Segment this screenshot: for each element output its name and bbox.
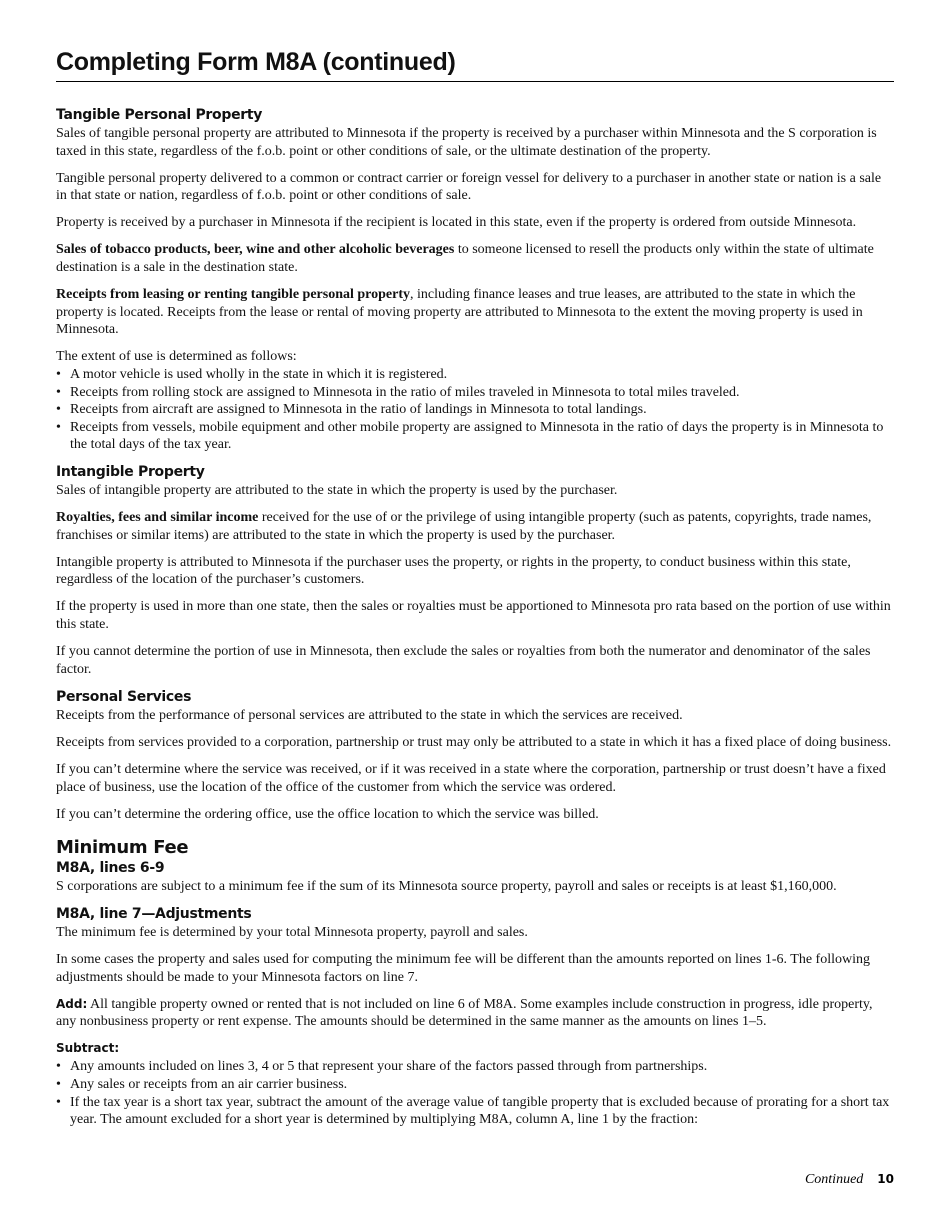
- bold-term: Receipts from leasing or renting tangible personal property: [56, 287, 410, 303]
- paragraph: S corporations are subject to a minimum fee if the sum of its Minnesota source property, payroll and sales or receipts is at least $1,160,000.: [56, 878, 837, 894]
- paragraph: The minimum fee is determined by your total Minnesota property, payroll and sales.: [56, 924, 528, 940]
- paragraph: In some cases the property and sales used for computing the minimum fee will be different than the amounts reported on lines 1-6. The following adjustments should be made to your Minnesota factors on line 7.: [56, 952, 871, 985]
- page-footer: [805, 1170, 894, 1188]
- list-item: • Receipts from rolling stock are assigned to Minnesota in the ratio of miles traveled in Minnesota to total miles traveled.: [56, 384, 894, 402]
- heading-tangible-property: Tangible Personal Property: [56, 107, 263, 123]
- heading-minimum-fee: Minimum Fee: [56, 836, 189, 858]
- paragraph: [56, 996, 894, 1031]
- page-number: 10: [877, 1172, 894, 1186]
- list-item: • If the tax year is a short tax year, subtract the amount of the average value of tangible property that is excluded because of prorating for a short tax year. The amount excluded for a short year is determined by multiplying M8A, column A, line 1 by the fraction:: [56, 1094, 894, 1129]
- list-item: • Any sales or receipts from an air carrier business.: [56, 1076, 894, 1094]
- paragraph: [56, 509, 894, 544]
- document-page: [56, 48, 894, 1138]
- subtract-label: Subtract:: [56, 1041, 120, 1056]
- paragraph: [56, 286, 894, 339]
- paragraph: Intangible property is attributed to Minnesota if the purchaser uses the property, or rights in the property, to conduct business within this state, regardless of the location of the purchaser’s customers.: [56, 554, 851, 588]
- paragraph: Sales of tangible personal property are attributed to Minnesota if the property is received by a purchaser within Minnesota and the S corporation is taxed in this state, regardless of the f.o.b. point or other conditions of sale, or the ultimate destination of the property.: [56, 126, 877, 159]
- heading-intangible-property: Intangible Property: [56, 464, 205, 480]
- paragraph: The extent of use is determined as follows:: [56, 349, 297, 365]
- subheading-line-7-adjustments: M8A, line 7—Adjustments: [56, 905, 252, 922]
- paragraph: Receipts from services provided to a corporation, partnership or trust may only be attributed to a state in which it has a fixed place of doing business.: [56, 734, 892, 750]
- paragraph: Tangible personal property delivered to a common or contract carrier or foreign vessel for delivery to a purchaser in another state or nation is a sale in that state or nation, regardless of f.o.b. point or other conditions of sale.: [56, 170, 882, 204]
- page-title: Completing Form M8A (continued): [56, 48, 894, 82]
- paragraph: Receipts from the performance of personal services are attributed to the state in which the services are received.: [56, 707, 683, 723]
- add-label: Add:: [56, 996, 88, 1011]
- paragraph-text: received for the use of or the privilege of using intangible property (such as patents, copyrights, trade names, franchises or similar items) are attributed to the state in which the property is used by the purchaser.: [56, 510, 872, 543]
- bold-term: Royalties, fees and similar income: [56, 510, 259, 526]
- paragraph-text: , including finance leases and true leases, are attributed to the state in which the property is located. Receipts from the lease or rental of moving property are attributed to Minnesota to the extent the moving property is used in Minnesota.: [56, 287, 863, 338]
- list-item: • Any amounts included on lines 3, 4 or 5 that represent your share of the factors passed through from partnerships.: [56, 1058, 894, 1076]
- heading-personal-services: Personal Services: [56, 688, 192, 705]
- list-item: • Receipts from vessels, mobile equipment and other mobile property are assigned to Minnesota in the ratio of days the property is in Minnesota to the total days of the tax year.: [56, 419, 894, 454]
- paragraph: If you can’t determine where the service was received, or if it was received in a state where the corporation, partnership or trust doesn’t have a fixed place of business, use the location of the office of the customer from which the service was ordered.: [56, 762, 886, 795]
- paragraph: Property is received by a purchaser in Minnesota if the recipient is located in this state, even if the property is ordered from outside Minnesota.: [56, 215, 857, 231]
- paragraph: [56, 241, 894, 276]
- paragraph-text: All tangible property owned or rented that is not included on line 6 of M8A. Some examples include construction in progress, idle property, any nonbusiness property or rent expense. The amounts should be determined in the same manner as the amounts on lines 1–5.: [56, 996, 873, 1030]
- bold-term: Sales of tobacco products, beer, wine and other alcoholic beverages: [56, 242, 455, 258]
- paragraph-text: to someone licensed to resell the products only within the state of ultimate destination is a sale in the destination state.: [56, 242, 874, 276]
- extent-of-use-list: [56, 366, 894, 454]
- paragraph: If you cannot determine the portion of use in Minnesota, then exclude the sales or royalties from both the numerator and denominator of the sales factor.: [56, 644, 871, 677]
- list-item: • A motor vehicle is used wholly in the state in which it is registered.: [56, 366, 894, 384]
- subheading-lines-6-9: M8A, lines 6-9: [56, 859, 165, 876]
- paragraph: Sales of intangible property are attributed to the state in which the property is used by the purchaser.: [56, 483, 618, 498]
- continued-label: Continued: [804, 1172, 864, 1187]
- paragraph: If the property is used in more than one state, then the sales or royalties must be apportioned to Minnesota pro rata based on the portion of use within this state.: [56, 599, 891, 633]
- list-item: • Receipts from aircraft are assigned to Minnesota in the ratio of landings in Minnesota to total landings.: [56, 401, 894, 419]
- subtract-list: [56, 1058, 894, 1128]
- paragraph: If you can’t determine the ordering office, use the office location to which the service was billed.: [56, 806, 599, 822]
